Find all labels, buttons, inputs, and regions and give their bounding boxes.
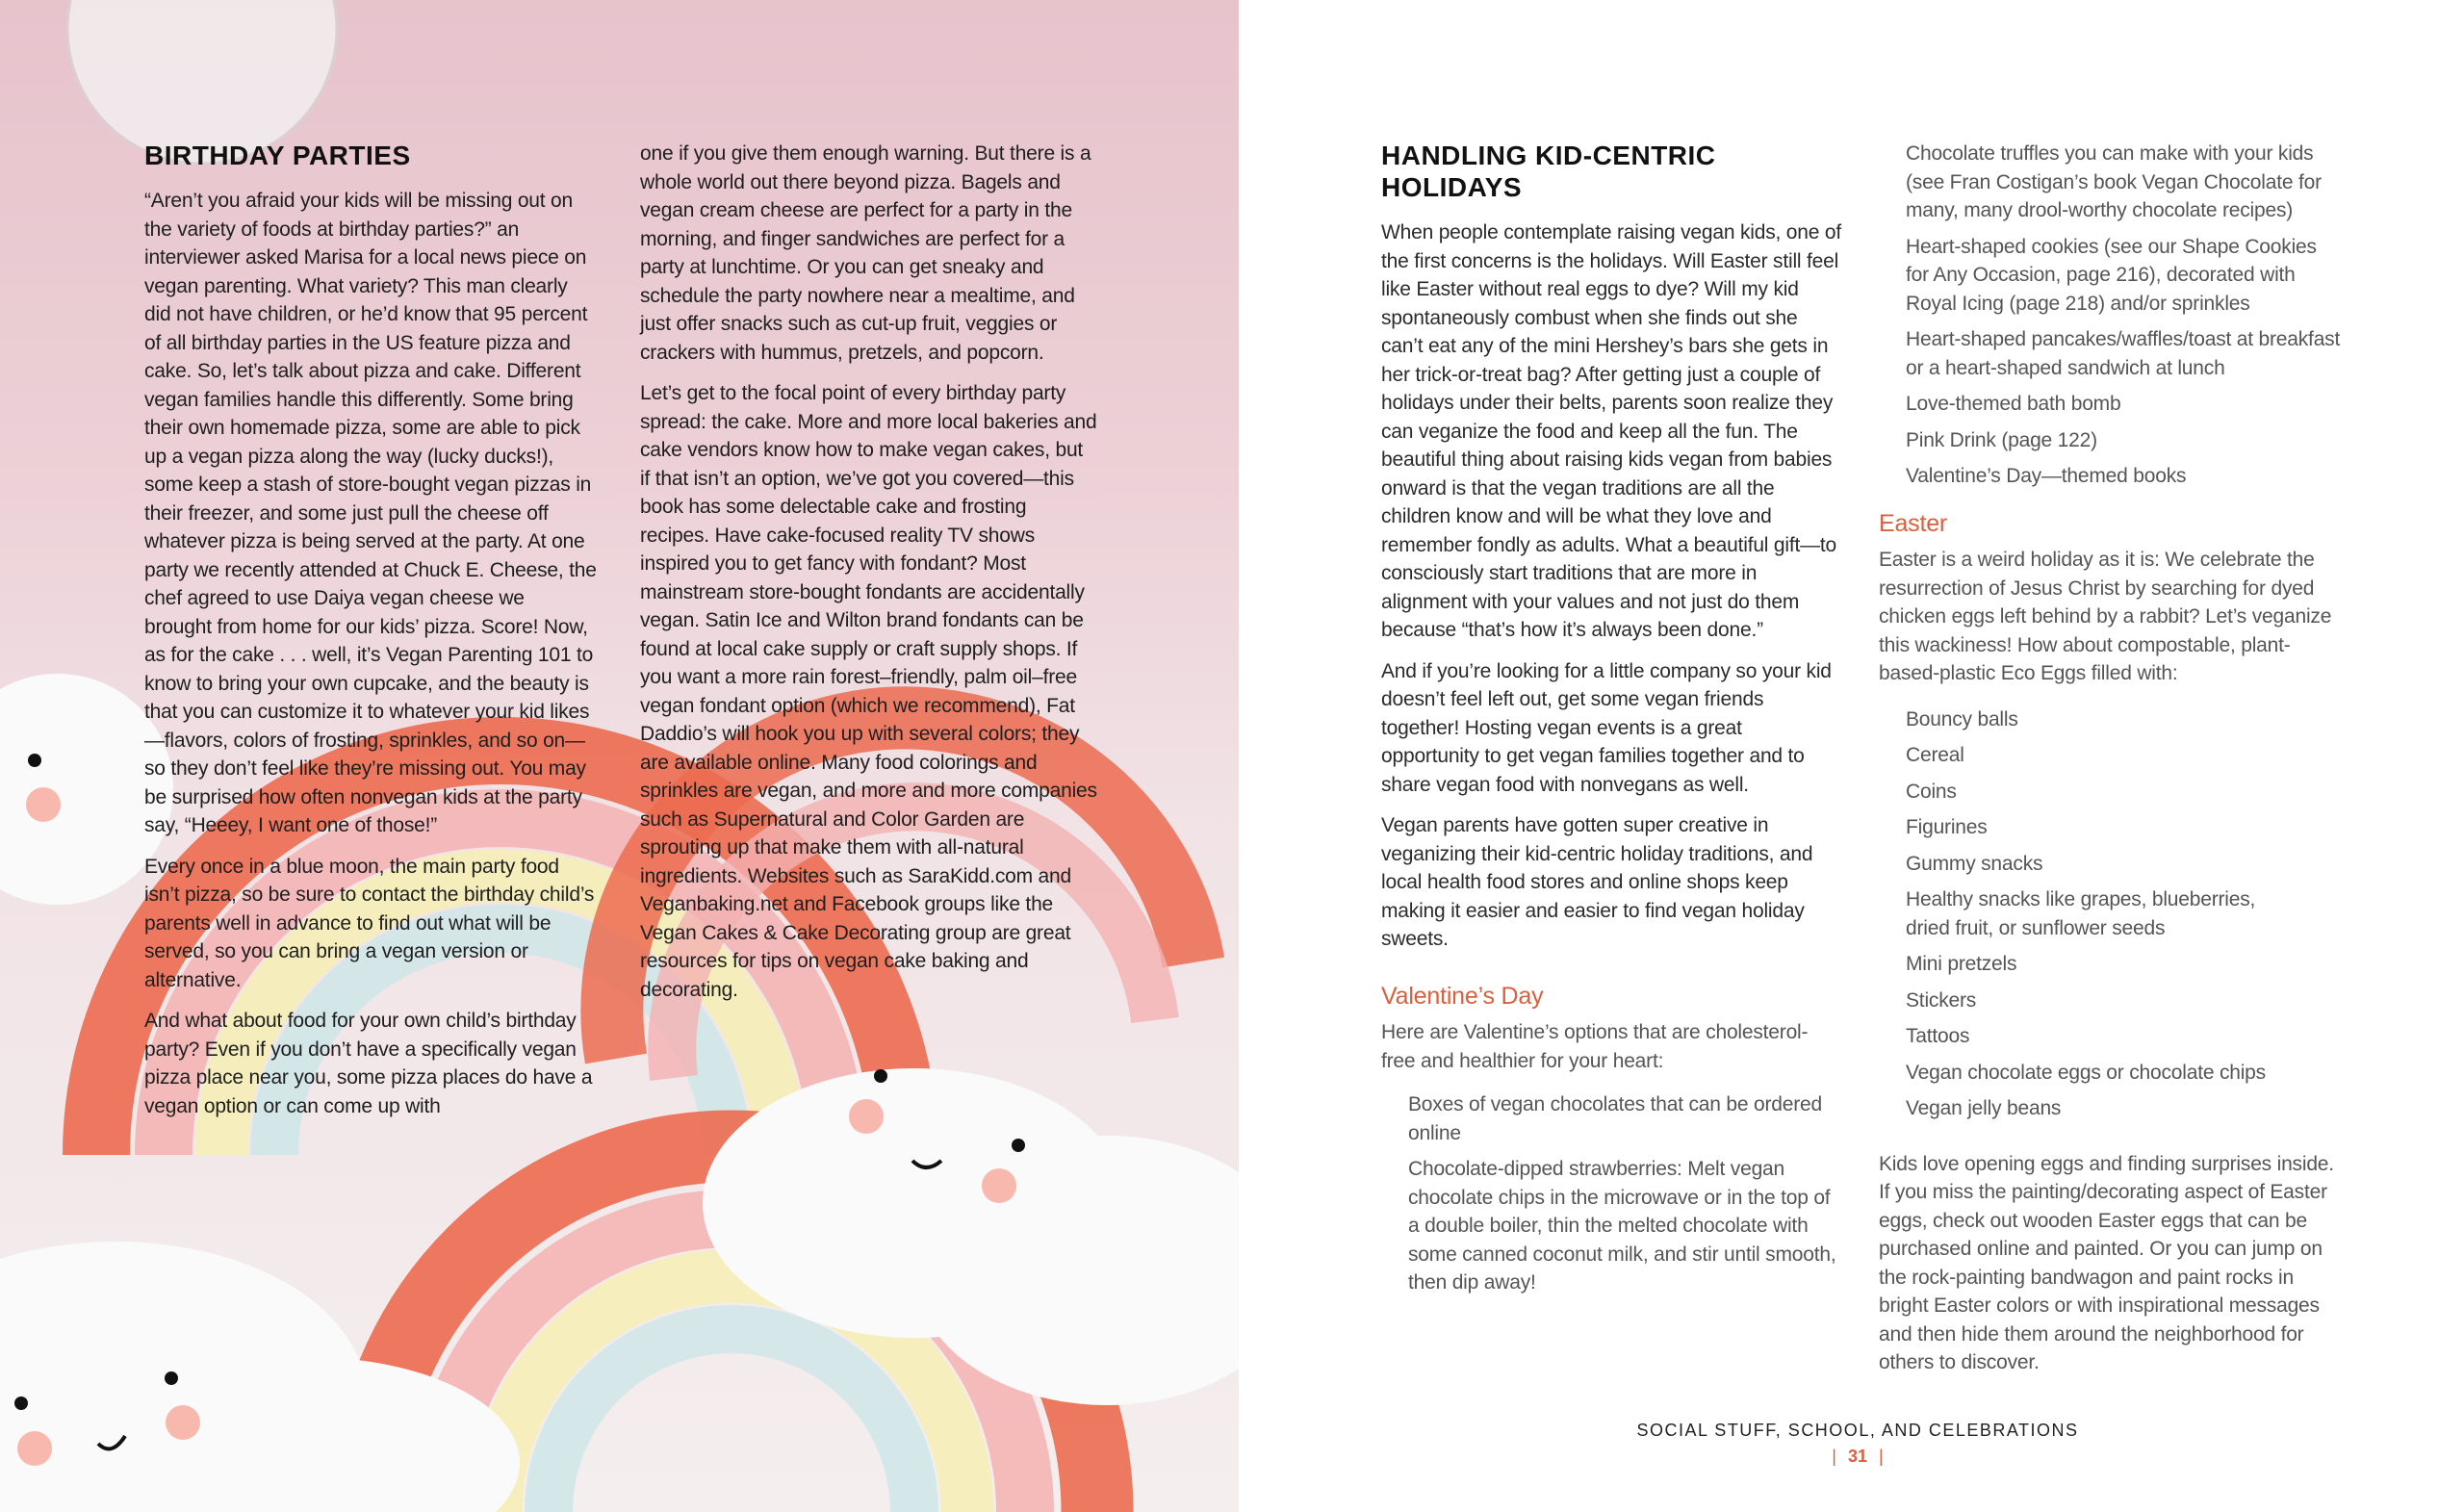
list-item: Boxes of vegan chocolates that can be ordered online bbox=[1408, 1093, 1822, 1144]
holidays-heading: HANDLING KID-CENTRIC HOLIDAYS bbox=[1381, 141, 1716, 202]
list-item: Heart-shaped cookies (see our Shape Cookies for Any Occasion, page 216), decorated with Royal Icing (page 218) and/or sprinkles bbox=[1906, 235, 2317, 315]
page-number-value: 31 bbox=[1847, 1447, 1868, 1466]
paragraph: Every once in a blue moon, the main party food isn’t pizza, so be sure to contact the birthday child’s parents well in advance to find out what will be served, so you can bring a vegan version or alternative. bbox=[144, 855, 595, 991]
paragraph: And if you’re looking for a little company so your kid doesn’t feel left out, get some vegan friends together! Hosting vegan events is a great opportunity to get vegan families together and to share vegan food with nonvegans as well. bbox=[1381, 659, 1832, 796]
paragraph: “Aren’t you afraid your kids will be missing out on the variety of foods at birthday parties?” an interviewer asked Marisa for a local news piece on vegan parenting. What variety? This man clearly did not have children, or he’d know that 95 percent of all birthday parties in the US feature pizza and cake. So, let’s talk about pizza and cake. Different vegan families handle this differently. Some bring their own homemade pizza, some are able to pick up a vegan pizza along the way (lucky ducks!), some keep a stash of store-bought vegan pizzas in their freezer, and some just pull the cheese off whatever pizza is being served at the party. At one party we recently attended at Chuck E. Cheese, the chef agreed to use Daiya vegan cheese we brought from home for our kids’ pizza. Score! Now, as for the cake . . . well, it’s Vegan Parenting 101 to know to bring your own cupcake, and the beauty is that you can customize it to whatever your kid likes—flavors, colors of frosting, sprinkles, and so on—so they don’t feel like they’re missing out. You may be surprised how often nonvegan kids at the party say, “Heeey, I want one of those!” bbox=[144, 190, 597, 836]
list-item: Valentine’s Day—themed books bbox=[1906, 465, 2187, 487]
list-item: Vegan jelly beans bbox=[1906, 1097, 2062, 1119]
paragraph: one if you give them enough warning. But there is a whole world out there beyond pizza. Bagels and vegan cream cheese are perfect for a party in the morning, and finger sandwiches are perfect for a party at lunchtime. Or you can get sneaky and schedule the party nowhere near a mealtime, and just offer snacks such as cut-up fruit, veggies or crackers with hummus, pretzels, and popcorn. bbox=[640, 142, 1091, 364]
valentines-list bbox=[1381, 1090, 1841, 1297]
valentines-heading: Valentine’s Day bbox=[1381, 982, 1544, 1010]
list-item: Gummy snacks bbox=[1906, 852, 2043, 875]
paragraph: And what about food for your own child’s birthday party? Even if you don’t have a specifically vegan pizza place near you, some pizza places do have a vegan option or can come up with bbox=[144, 1010, 593, 1117]
paragraph: Vegan parents have gotten super creative in veganizing their kid-centric holiday traditions, and local health food stores and online shops keep making it easier and easier to find vegan holiday sweets. bbox=[1381, 814, 1813, 950]
list-item: Pink Drink (page 122) bbox=[1906, 428, 2097, 451]
birthday-parties-heading: BIRTHDAY PARTIES bbox=[144, 141, 411, 170]
paragraph: Let’s get to the focal point of every birthday party spread: the cake. More and more local bakeries and cake vendors know how to make vegan cakes, but if that isn’t an option, we’ve got you covered—this book has some delectable cake and frosting recipes. Have cake-focused reality TV shows inspired you to get fancy with fondant? Most mainstream store-bought fondants are accidentally vegan. Satin Ice and Wilton brand fondants can be found at local cake supply or craft supply shops. If you want a more rain forest–friendly, palm oil–free vegan fondant option (which we recommend), Fat Daddio’s will hook you up with several colors; they are available online. Many food colorings and sprinkles are vegan, and more and more companies such as Supernatural and Color Garden are sprouting up that make them with all-natural ingredients. Websites such as SaraKidd.com and Veganbaking.net and Facebook groups like the Vegan Cakes & Cake Decorating group are great resources for tips on vegan cake baking and decorating. bbox=[640, 382, 1097, 1001]
list-item: Chocolate truffles you can make with your kids (see Fran Costigan’s book Vegan Chocolate for many, many drool-worthy chocolate recipes) bbox=[1906, 142, 2322, 221]
right-column-1 bbox=[1381, 140, 1841, 1305]
list-item: Chocolate-dipped strawberries: Melt vegan chocolate chips in the microwave or in the top of a double boiler, thin the melted chocolate with some canned coconut milk, and stir until smooth, then dip away! bbox=[1408, 1158, 1836, 1294]
list-item: Healthy snacks like grapes, blueberries, dried fruit, or sunflower seeds bbox=[1906, 888, 2256, 939]
list-item: Tattoos bbox=[1906, 1025, 1970, 1047]
list-item: Stickers bbox=[1906, 988, 1977, 1012]
page-number: | 31 | bbox=[1832, 1447, 1884, 1466]
list-item: Mini pretzels bbox=[1906, 953, 2017, 975]
easter-list bbox=[1879, 705, 2341, 1123]
left-column-2 bbox=[640, 140, 1097, 1016]
easter-outro: Kids love opening eggs and finding surprises inside. If you miss the painting/decorating aspect of Easter eggs, check out wooden Easter eggs that can be purchased online and painted. Or you can jump on the rock-painting bandwagon and paint rocks in bright Easter colors or with inspirational messages and then hide them around the neighborhood for others to discover. bbox=[1879, 1152, 2334, 1373]
easter-heading: Easter bbox=[1879, 509, 1948, 537]
list-item: Love-themed bath bomb bbox=[1906, 393, 2121, 415]
left-column-1 bbox=[144, 140, 597, 1133]
paragraph: When people contemplate raising vegan kids, one of the first concerns is the holidays. Will Easter still feel like Easter without real eggs to dye? Will my kid spontaneously combust when she finds out she can’t eat any of the mini Hershey’s bars she gets in her trick-or-treat bag? After getting just a couple of holidays under their belts, parents soon realize they can veganize the food and keep all the fun. The beautiful thing about raising kids vegan from babies onward is that the vegan traditions are all the children know and will be what they love and remember fondly as adults. What a beautiful gift—to consciously start traditions that are more in alignment with your values and not just do them because “that’s how it’s always been done.” bbox=[1381, 221, 1841, 641]
valentines-list-continued bbox=[1879, 140, 2341, 491]
list-item: Figurines bbox=[1906, 816, 1988, 838]
list-item: Coins bbox=[1906, 780, 1957, 803]
valentines-intro: Here are Valentine’s options that are cholesterol-free and healthier for your heart: bbox=[1381, 1021, 1809, 1072]
list-item: Cereal bbox=[1906, 744, 1964, 766]
list-item: Vegan chocolate eggs or chocolate chips bbox=[1906, 1061, 2266, 1084]
right-column-2 bbox=[1879, 140, 2341, 1390]
easter-intro: Easter is a weird holiday as it is: We celebrate the resurrection of Jesus Christ by searching for dyed chicken eggs left behind by a rabbit? Let’s veganize this wackiness! How about compostable, plant-based-plastic Eco Eggs filled with: bbox=[1879, 549, 2332, 684]
list-item: Bouncy balls bbox=[1906, 707, 2018, 730]
running-footer: SOCIAL STUFF, SCHOOL, AND CELEBRATIONS bbox=[1636, 1421, 2079, 1440]
list-item: Heart-shaped pancakes/waffles/toast at breakfast or a heart-shaped sandwich at lunch bbox=[1906, 328, 2341, 379]
